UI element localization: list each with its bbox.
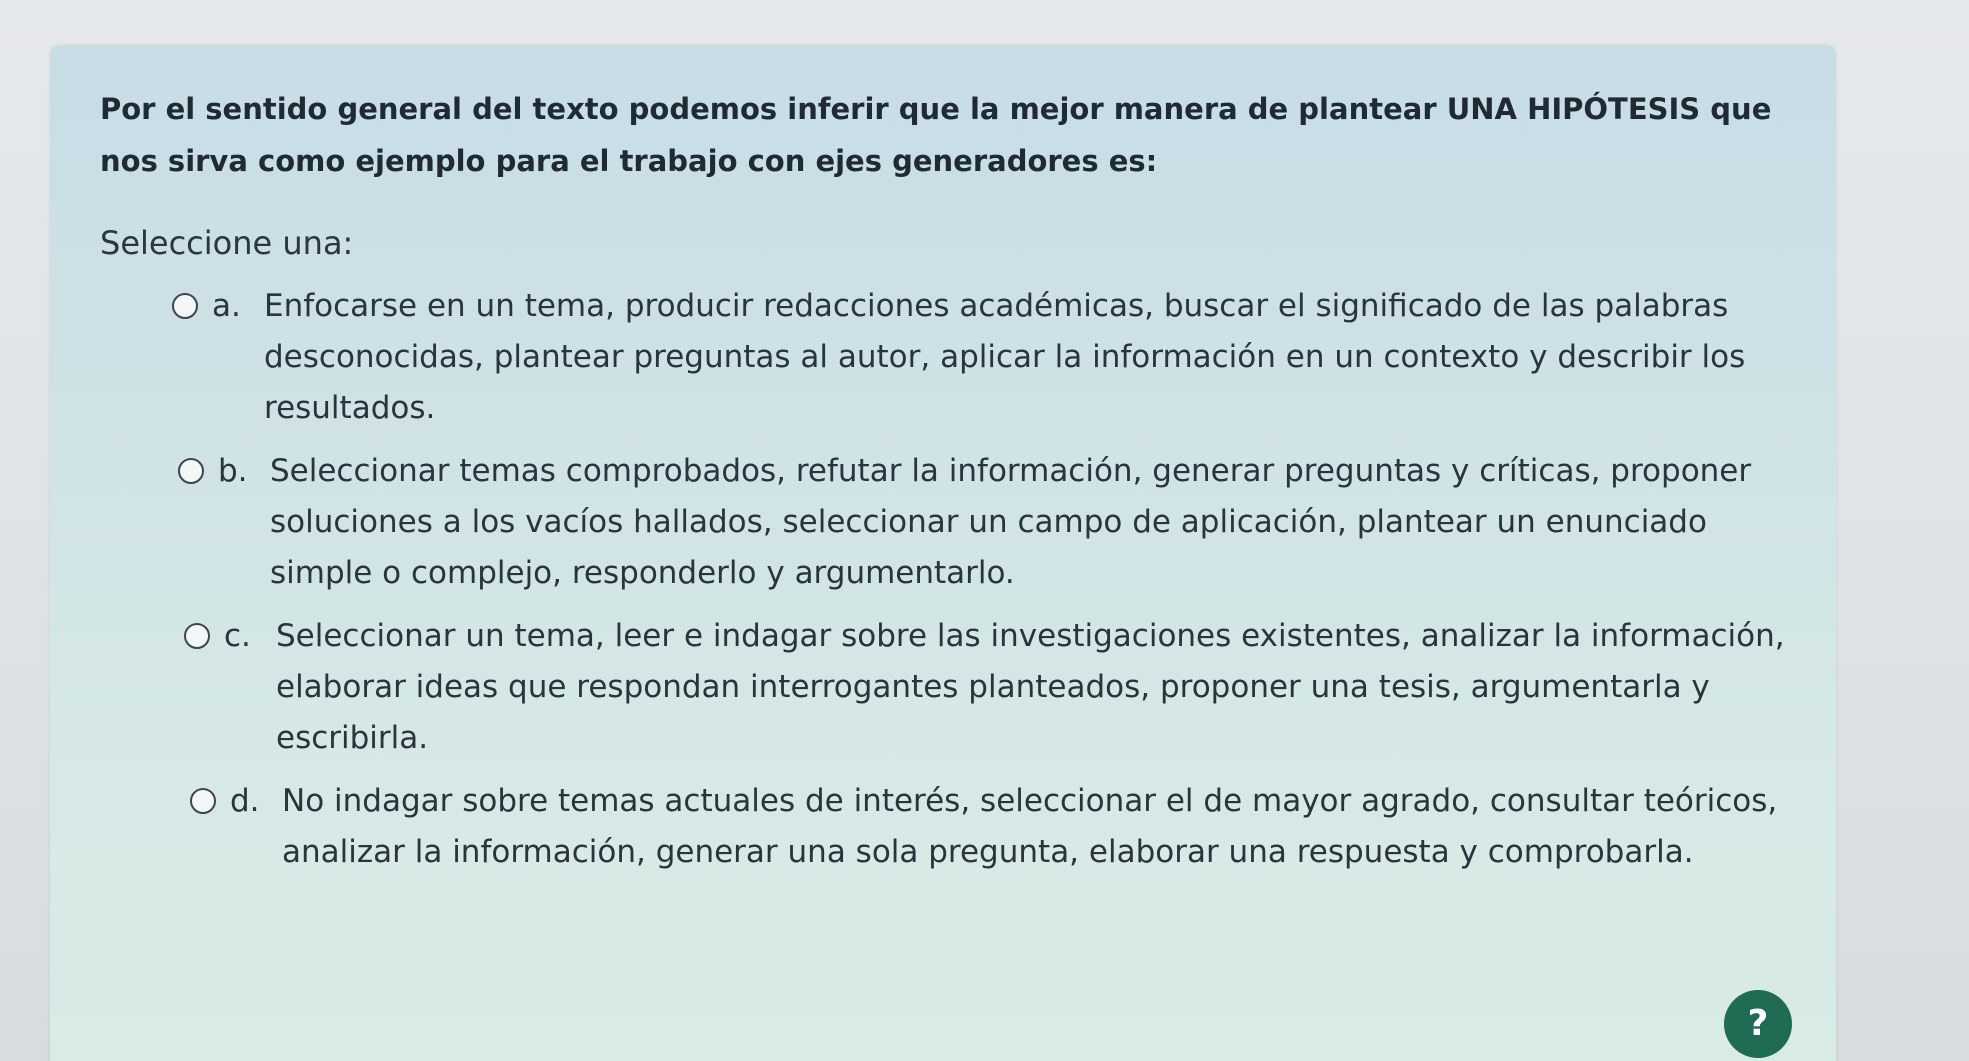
select-one-prompt: Seleccione una: xyxy=(100,224,354,262)
answer-text: Seleccionar temas comprobados, refutar la información, generar preguntas y críticas, proponer soluciones a los vacíos hallados, seleccionar un campo de aplicación, plantear un enunciado simple o complejo, responderlo y argumentarlo. xyxy=(270,453,1752,591)
help-icon[interactable]: ? xyxy=(1724,990,1792,1058)
answer-option-d[interactable] xyxy=(190,776,1786,878)
answer-letter: b. xyxy=(218,453,248,489)
answer-option-c[interactable] xyxy=(184,611,1786,764)
answer-letter: c. xyxy=(224,618,251,654)
answer-option-b[interactable] xyxy=(178,446,1786,599)
radio-button-a[interactable] xyxy=(172,293,198,319)
answer-text: Enfocarse en un tema, producir redacciones académicas, buscar el significado de las palabras desconocidas, plantear preguntas al autor, aplicar la información en un contexto y describir los resultados. xyxy=(264,288,1746,426)
radio-button-d[interactable] xyxy=(190,788,216,814)
answer-list xyxy=(100,281,1786,878)
answer-option-a[interactable] xyxy=(172,281,1786,434)
answer-text: No indagar sobre temas actuales de interés, seleccionar el de mayor agrado, consultar teóricos, analizar la información, generar una sola pregunta, elaborar una respuesta y comprobarla. xyxy=(282,783,1778,870)
answer-text: Seleccionar un tema, leer e indagar sobre las investigaciones existentes, analizar la información, elaborar ideas que respondan interrogantes planteados, proponer una tesis, argumentarla y escribirla. xyxy=(276,618,1785,756)
radio-button-c[interactable] xyxy=(184,623,210,649)
answer-letter: d. xyxy=(230,783,260,819)
answer-letter: a. xyxy=(212,288,241,324)
question-card xyxy=(50,45,1836,1061)
question-text: Por el sentido general del texto podemos inferir que la mejor manera de plantear UNA HIPÓTESIS que nos sirva como ejemplo para el trabajo con ejes generadores es: xyxy=(100,92,1772,178)
radio-button-b[interactable] xyxy=(178,458,204,484)
